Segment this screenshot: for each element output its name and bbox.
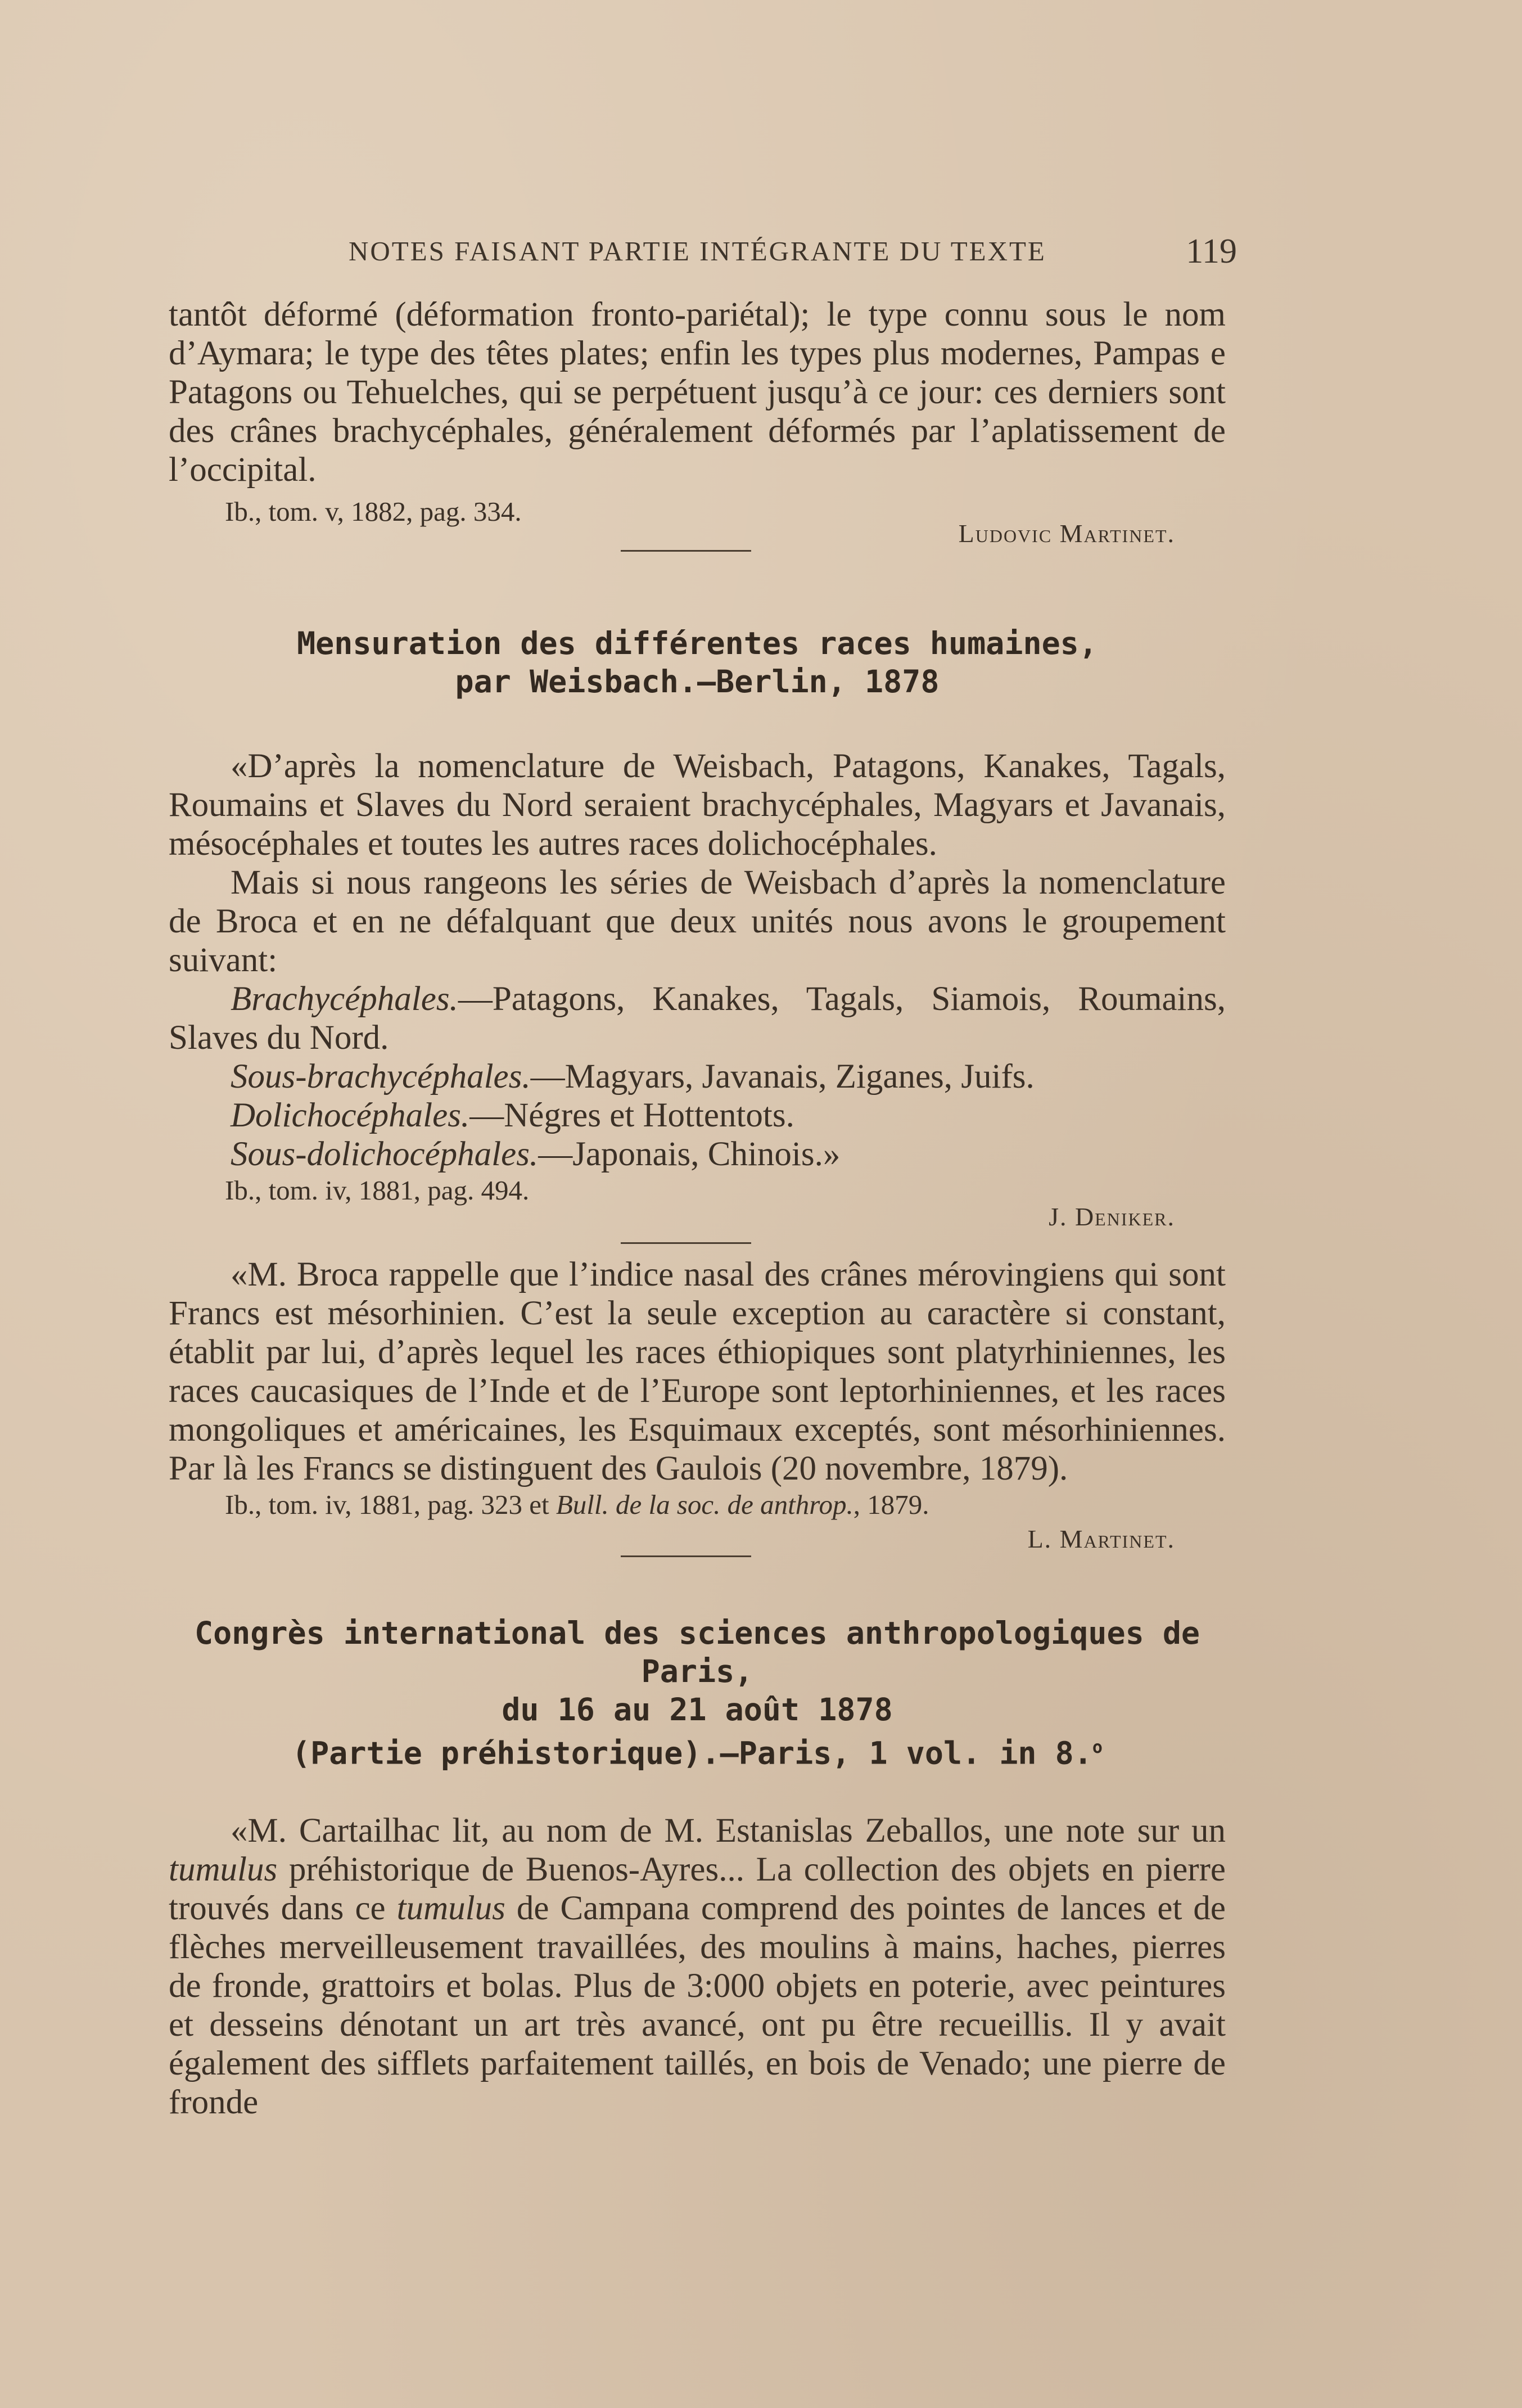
section-congres — [169, 1614, 1226, 2122]
signature: J. Deniker. — [1049, 1202, 1175, 1231]
signature: Ludovic Martinet. — [958, 519, 1175, 548]
paragraph: «D’après la nomenclature de Weisbach, Patagons, Kanakes, Tagals, Roumains et Slaves du Nord seraient brachycéphales, Magyars et Javanais, mésocéphales et toutes les autres races dolichocéphales. — [169, 747, 1226, 863]
list-item: Dolichocéphales.—Négres et Hottentots. — [231, 1097, 794, 1134]
section-weisbach — [169, 624, 1226, 1244]
running-title: NOTES FAISANT PARTIE INTÉGRANTE DU TEXTE — [349, 236, 1046, 267]
section-title: Congrès international des sciences anthropologiques de Paris, du 16 au 21 août 1878 (Partie préhistorique).—Paris, 1 vol. in 8.$^o$ — [194, 1615, 1200, 1771]
separator-rule — [621, 550, 751, 552]
reference: Ib., tom. iv, 1881, pag. 323 et Bull. de la soc. de anthrop., 1879. — [225, 1489, 929, 1520]
reference: Ib., tom. v, 1882, pag. 334. — [225, 496, 522, 527]
paragraph: Mais si nous rangeons les séries de Weisbach d’après la nomenclature de Broca et en ne défalquant que deux unités nous avons le groupement suivant: — [169, 864, 1226, 979]
list-item: Brachycéphales.—Patagons, Kanakes, Tagals, Siamois, Roumains, Slaves du Nord. — [169, 980, 1226, 1057]
section-title: Mensuration des différentes races humaines, par Weisbach.—Berlin, 1878 — [297, 625, 1098, 700]
section-broca — [169, 1255, 1226, 1557]
page-number: 119 — [1186, 232, 1237, 270]
signature: L. Martinet. — [1027, 1525, 1175, 1553]
list-item: Sous-dolichocéphales.—Japonais, Chinois.» — [231, 1135, 841, 1173]
paragraph: «M. Cartailhac lit, au nom de M. Estanislas Zeballos, une note sur un tumulus préhistorique de Buenos-Ayres... La collection des objets en pierre trouvés dans ce tumulus de Campana comprend des pointes de lances et de flèches merveilleusement travaillées, des moulins à mains, haches, pierres de fronde, grattoirs et bolas. Plus de 3:000 objets en poterie, avec peintures et desseins dénotant un art très avancé, ont pu être recueillis. Il y avait également des sifflets parfaitement taillés, en bois de Venado; une pierre de fronde — [169, 1812, 1226, 2122]
separator-rule — [621, 1555, 751, 1557]
paragraph: tantôt déformé (déformation fronto-pariétal); le type connu sous le nom d’Aymara; le type des têtes plates; enfin les types plus modernes, Pampas e Patagons ou Tehuelches, qui se perpétuent jusqu’à ce jour: ces derniers sont des crânes brachycéphales, généralement déformés par l’aplatissement de l’occipital. — [169, 296, 1226, 489]
list-item: Sous-brachycéphales.—Magyars, Javanais, Ziganes, Juifs. — [231, 1058, 1035, 1095]
section-continuation — [169, 295, 1226, 552]
reference: Ib., tom. iv, 1881, pag. 494. — [225, 1175, 530, 1206]
running-header — [349, 232, 1237, 270]
separator-rule — [621, 1242, 751, 1244]
paragraph: «M. Broca rappelle que l’indice nasal des crânes mérovingiens qui sont Francs est mésorhinien. C’est la seule exception au caractère si constant, établit par lui, d’après lequel les races éthiopiques sont platyrhiniennes, les races caucasiques de l’Inde et de l’Europe sont leptorhiniennes, et les races mongoliques et américaines, les Esquimaux exceptés, sont mésorhiniennes. Par là les Francs se distinguent des Gaulois (20 novembre, 1879). — [169, 1256, 1226, 1487]
